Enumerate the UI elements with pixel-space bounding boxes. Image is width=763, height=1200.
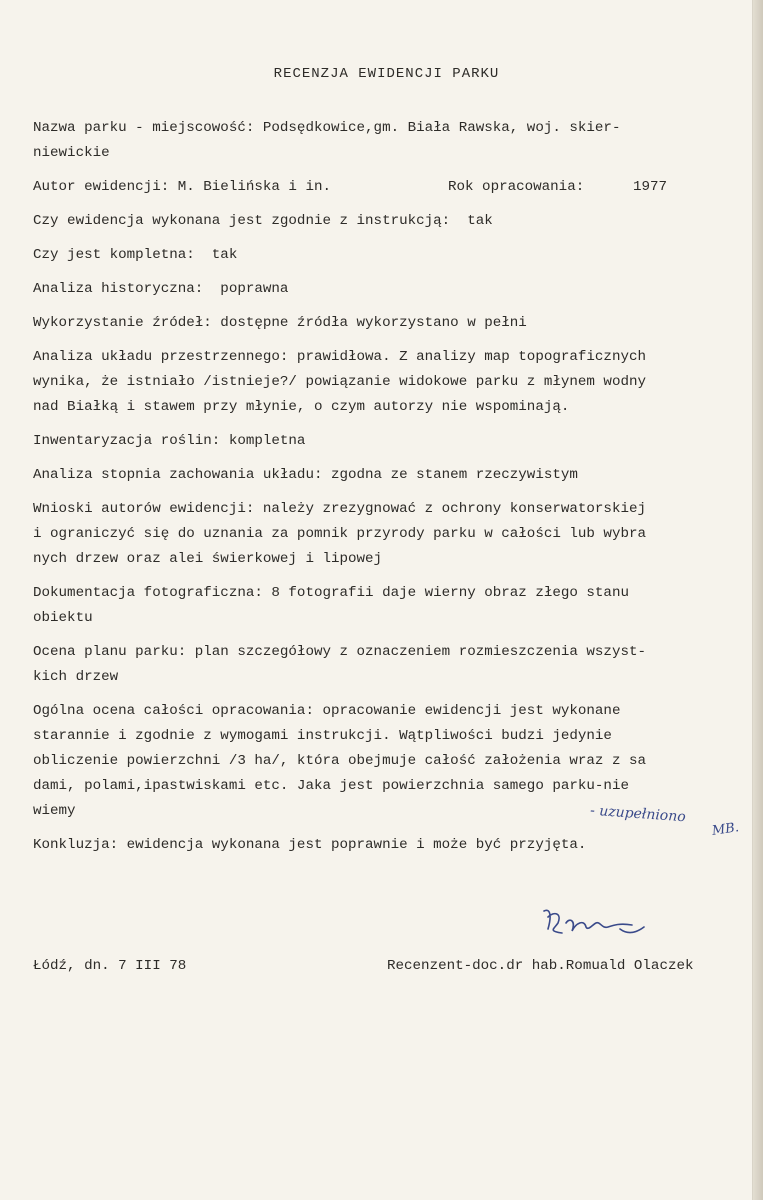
reviewer-signature-line: Recenzent-doc.dr hab.Romuald Olaczek (387, 958, 694, 974)
photo-documentation-line-1: Dokumentacja fotograficzna: 8 fotografii daje wierny obraz złego stanu (33, 585, 629, 601)
place-date: Łódź, dn. 7 III 78 (33, 958, 187, 974)
conclusions-line-1: Wnioski autorów ewidencji: należy zrezygnować z ochrony konserwatorskiej (33, 501, 646, 517)
plan-evaluation-line-2: kich drzew (33, 669, 119, 685)
historical-analysis: Analiza historyczna: poprawna (33, 281, 289, 297)
overall-evaluation-line-2: starannie i zgodnie z wymogami instrukcji. Wątpliwości budzi jedynie (33, 728, 612, 744)
review-body (33, 116, 763, 858)
sources-usage: Wykorzystanie źródeł: dostępne źródła wykorzystano w pełni (33, 315, 527, 331)
author-year-row (33, 175, 763, 200)
park-name-line-2: niewickie (33, 145, 110, 161)
overall-evaluation-line-1: Ogólna ocena całości opracowania: opracowanie ewidencji jest wykonane (33, 703, 621, 719)
year-value: 1977 (633, 179, 668, 195)
plan-evaluation-line-1: Ocena planu parku: plan szczegółowy z oznaczeniem rozmieszczenia wszyst- (33, 644, 646, 660)
conclusions-line-3: nych drzew oraz alei świerkowej i lipowej (33, 551, 383, 567)
handwritten-initials: MB. (711, 820, 740, 839)
final-conclusion: Konkluzja: ewidencja wykonana jest poprawnie i może być przyjęta. (33, 837, 587, 853)
conclusions-line-2: i ograniczyć się do uznania za pomnik przyrody parku w całości lub wybra (33, 526, 646, 542)
preservation-analysis: Analiza stopnia zachowania układu: zgodna ze stanem rzeczywistym (33, 467, 578, 483)
spatial-analysis-line-2: wynika, że istniało /istnieje?/ powiązanie widokowe parku z młynem wodny (33, 374, 646, 390)
author-label: Autor ewidencji: M. Bielińska i in. (33, 179, 331, 195)
document-title: RECENZJA EWIDENCJI PARKU (273, 66, 500, 82)
overall-evaluation-line-3: obliczenie powierzchni /3 ha/, która obejmuje całość założenia wraz z sa (33, 753, 646, 769)
park-name-line-1: Nazwa parku - miejscowość: Podsędkowice,gm. Biała Rawska, woj. skier- (33, 120, 621, 136)
completeness: Czy jest kompletna: tak (33, 247, 238, 263)
instruction-compliance: Czy ewidencja wykonana jest zgodnie z instrukcją: tak (33, 213, 493, 229)
plant-inventory: Inwentaryzacja roślin: kompletna (33, 433, 306, 449)
handwritten-note: - uzupełniono (589, 802, 687, 826)
signature-icon (540, 905, 650, 945)
year-label: Rok opracowania: (448, 179, 585, 195)
overall-evaluation-line-4: dami, polami,ipastwiskami etc. Jaka jest powierzchnia samego parku-nie (33, 778, 629, 794)
page-edge (753, 0, 763, 1200)
spatial-analysis-line-3: nad Białką i stawem przy młynie, o czym autorzy nie wspominają. (33, 399, 570, 415)
overall-evaluation-line-5: wiemy (33, 803, 76, 819)
photo-documentation-line-2: obiektu (33, 610, 93, 626)
spatial-analysis-line-1: Analiza układu przestrzennego: prawidłowa. Z analizy map topograficznych (33, 349, 646, 365)
